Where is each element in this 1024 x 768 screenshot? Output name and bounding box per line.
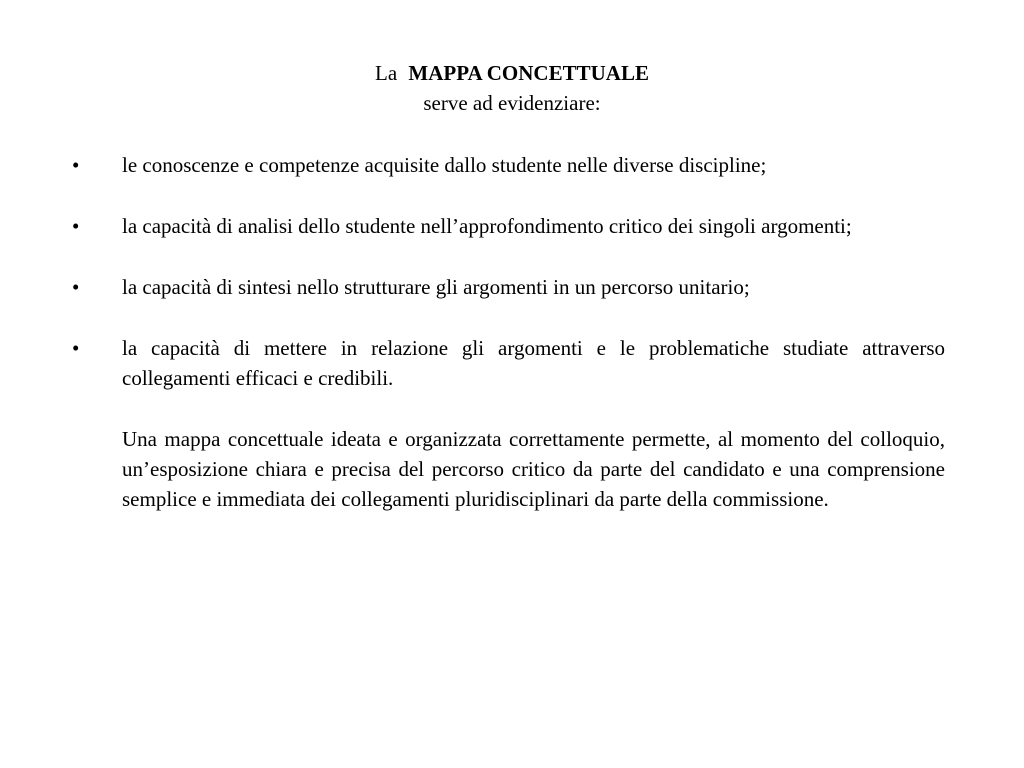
bullet-icon: • — [72, 214, 80, 238]
bullet-icon: • — [72, 153, 80, 177]
bullet-text: la capacità di mettere in relazione gli argomenti e le problematiche studiate attraverso collegamenti efficaci e credibili. — [122, 336, 945, 390]
bullet-item — [70, 150, 945, 180]
title-main: MAPPA CONCETTUALE — [408, 61, 649, 85]
title-block — [0, 58, 1024, 118]
bullet-item — [70, 272, 945, 302]
bullet-text: la capacità di sintesi nello strutturare gli argomenti in un percorso unitario; — [122, 275, 750, 299]
closing-paragraph: Una mappa concettuale ideata e organizzata correttamente permette, al momento del colloquio, un’esposizione chiara e precisa del percorso critico da parte del candidato e una comprensione semplice e immediata dei collegamenti pluridisciplinari da parte della commissione. — [122, 427, 945, 511]
bullet-text: la capacità di analisi dello studente nell’approfondimento critico dei singoli argomenti; — [122, 214, 852, 238]
bullet-item — [70, 333, 945, 393]
bullet-item — [70, 211, 945, 241]
bullet-icon: • — [72, 275, 80, 299]
content — [70, 150, 945, 514]
slide-title — [0, 58, 1024, 88]
bullet-icon: • — [72, 336, 80, 360]
bullet-text: le conoscenze e competenze acquisite dallo studente nelle diverse discipline; — [122, 153, 767, 177]
slide-subtitle: serve ad evidenziare: — [423, 91, 601, 115]
title-prefix: La — [375, 61, 398, 85]
